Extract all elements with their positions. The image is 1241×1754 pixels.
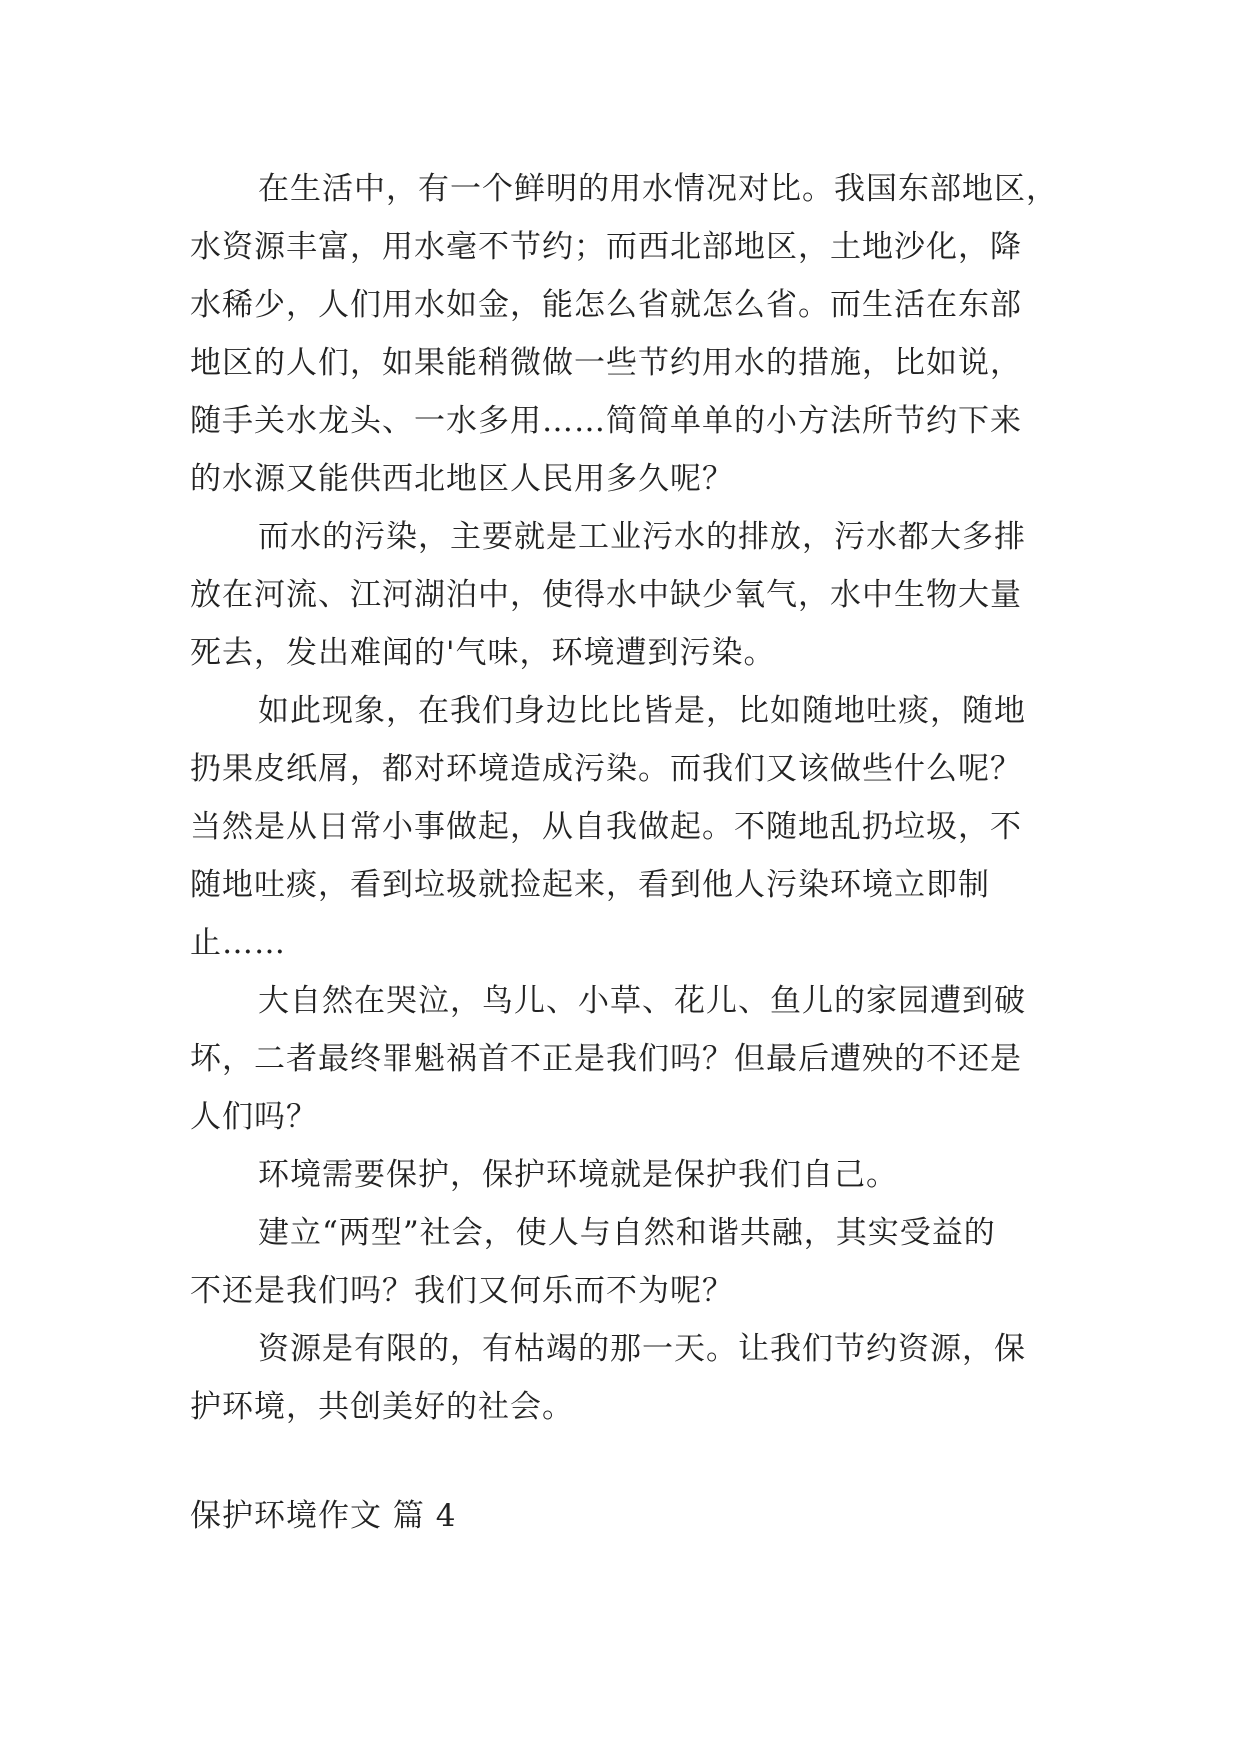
paragraph-line: 水资源丰富，用水毫不节约；而西北部地区，土地沙化，降: [190, 229, 1022, 265]
paragraph-line: 坏，二者最终罪魁祸首不正是我们吗？但最后遭殃的不还是: [190, 1041, 1022, 1077]
paragraph-line: 死去，发出难闻的'气味，环境遭到污染。: [190, 635, 776, 671]
paragraph-line: 大自然在哭泣，鸟儿、小草、花儿、鱼儿的家园遭到破: [258, 983, 1026, 1019]
paragraph-line: 如此现象，在我们身边比比皆是，比如随地吐痰，随地: [258, 693, 1026, 729]
paragraph-line: 资源是有限的，有枯竭的那一天。让我们节约资源，保: [258, 1331, 1026, 1367]
paragraph-line: 随手关水龙头、一水多用……简简单单的小方法所节约下来: [190, 403, 1022, 439]
paragraph-line: 护环境，共创美好的社会。: [190, 1389, 574, 1425]
paragraph-line: 在生活中，有一个鲜明的用水情况对比。我国东部地区，: [258, 171, 1058, 207]
paragraph: [190, 682, 1058, 972]
paragraph-line: 随地吐痰，看到垃圾就捡起来，看到他人污染环境立即制: [190, 867, 990, 903]
paragraph-line: 放在河流、江河湖泊中，使得水中缺少氧气，水中生物大量: [190, 577, 1022, 613]
paragraph-line: 人们吗？: [190, 1099, 318, 1135]
paragraph-line: 建立“两型”社会，使人与自然和谐共融，其实受益的: [258, 1215, 996, 1251]
paragraph: [190, 1204, 1058, 1320]
paragraph: [190, 972, 1058, 1146]
paragraph: [190, 160, 1058, 508]
paragraph-line: 当然是从日常小事做起，从自我做起。不随地乱扔垃圾，不: [190, 809, 1022, 845]
paragraph: [190, 508, 1058, 682]
paragraph-line: 水稀少，人们用水如金，能怎么省就怎么省。而生活在东部: [190, 287, 1022, 323]
paragraph-line: 不还是我们吗？我们又何乐而不为呢？: [190, 1273, 734, 1309]
paragraph: [190, 1146, 1058, 1204]
section-heading: 保护环境作文 篇 4: [190, 1498, 457, 1534]
paragraph-line: 地区的人们，如果能稍微做一些节约用水的措施，比如说，: [190, 345, 1022, 381]
paragraph-line: 扔果皮纸屑，都对环境造成污染。而我们又该做些什么呢？: [190, 751, 1022, 787]
paragraph-line: 环境需要保护，保护环境就是保护我们自己。: [258, 1157, 898, 1193]
paragraph: [190, 1320, 1058, 1436]
essay-body: [190, 160, 1058, 1436]
paragraph-line: 而水的污染，主要就是工业污水的排放，污水都大多排: [258, 519, 1026, 555]
paragraph-line: 的水源又能供西北地区人民用多久呢？: [190, 461, 734, 497]
paragraph-line: 止……: [190, 925, 286, 961]
